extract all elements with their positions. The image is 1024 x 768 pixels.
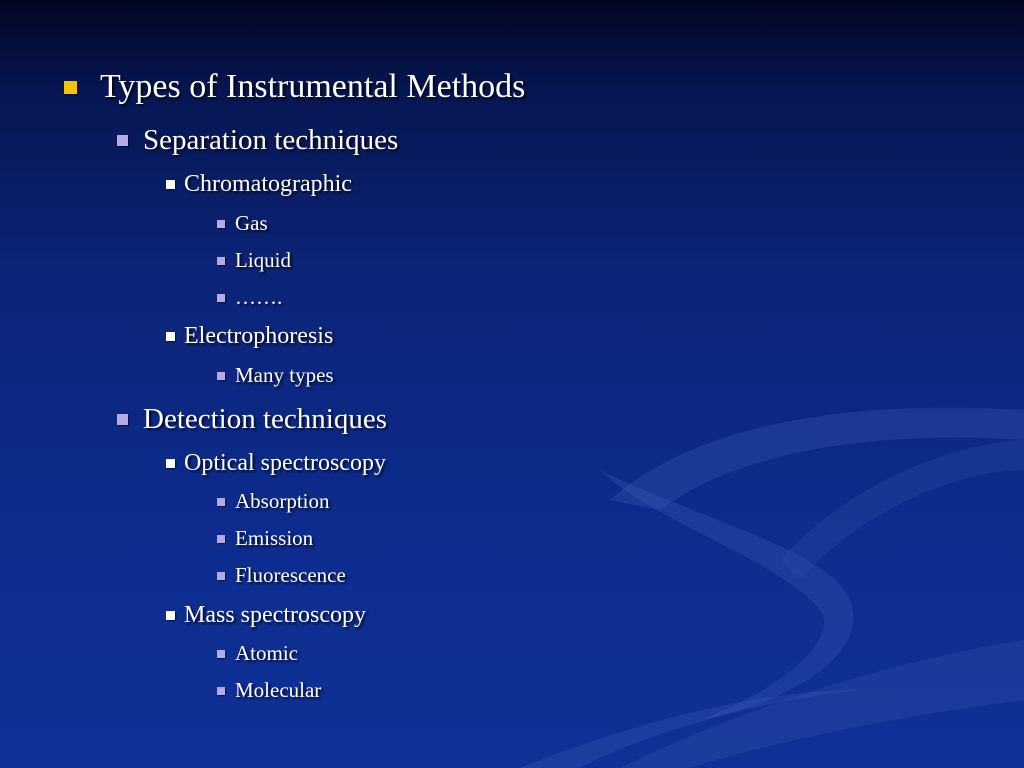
list-item xyxy=(217,489,330,514)
item-label: Liquid xyxy=(235,248,291,272)
level3-bullet-icon xyxy=(217,220,225,228)
slide-title: Types of Instrumental Methods xyxy=(100,68,526,105)
item-label: Molecular xyxy=(235,678,322,702)
item-label: Absorption xyxy=(235,489,330,513)
level3-bullet-icon xyxy=(217,572,225,580)
level2-bullet-icon xyxy=(166,459,175,468)
group-label-electrophoresis: Electrophoresis xyxy=(184,323,334,349)
section-label-separation: Separation techniques xyxy=(143,124,399,156)
title-bullet-icon xyxy=(64,81,77,94)
list-item xyxy=(217,563,346,588)
item-label: Many types xyxy=(235,363,334,387)
list-item xyxy=(117,403,387,436)
list-item xyxy=(166,323,333,350)
item-label: Gas xyxy=(235,211,268,235)
level3-bullet-icon xyxy=(217,257,225,265)
level2-bullet-icon xyxy=(166,611,175,620)
list-item xyxy=(217,526,313,551)
item-label: ……. xyxy=(235,285,283,309)
list-item xyxy=(166,171,352,198)
list-item xyxy=(217,248,291,273)
section-label-detection: Detection techniques xyxy=(143,403,387,435)
group-label-mass-spectroscopy: Mass spectroscopy xyxy=(184,602,366,628)
level2-bullet-icon xyxy=(166,332,175,341)
item-label: Fluorescence xyxy=(235,563,346,587)
group-label-chromatographic: Chromatographic xyxy=(184,171,352,197)
list-item xyxy=(217,363,334,388)
list-item xyxy=(217,641,298,666)
level1-bullet-icon xyxy=(117,135,128,146)
level3-bullet-icon xyxy=(217,650,225,658)
list-item xyxy=(166,450,386,477)
list-item xyxy=(217,211,268,236)
list-item xyxy=(166,602,366,629)
group-label-optical-spectroscopy: Optical spectroscopy xyxy=(184,450,386,476)
level3-bullet-icon xyxy=(217,294,225,302)
level3-bullet-icon xyxy=(217,372,225,380)
level3-bullet-icon xyxy=(217,498,225,506)
level3-bullet-icon xyxy=(217,535,225,543)
item-label: Emission xyxy=(235,526,314,550)
title-row xyxy=(64,68,525,106)
item-label: Atomic xyxy=(235,641,298,665)
list-item xyxy=(217,285,282,310)
level1-bullet-icon xyxy=(117,414,128,425)
list-item xyxy=(217,678,321,703)
level3-bullet-icon xyxy=(217,687,225,695)
list-item xyxy=(117,124,398,157)
level2-bullet-icon xyxy=(166,180,175,189)
